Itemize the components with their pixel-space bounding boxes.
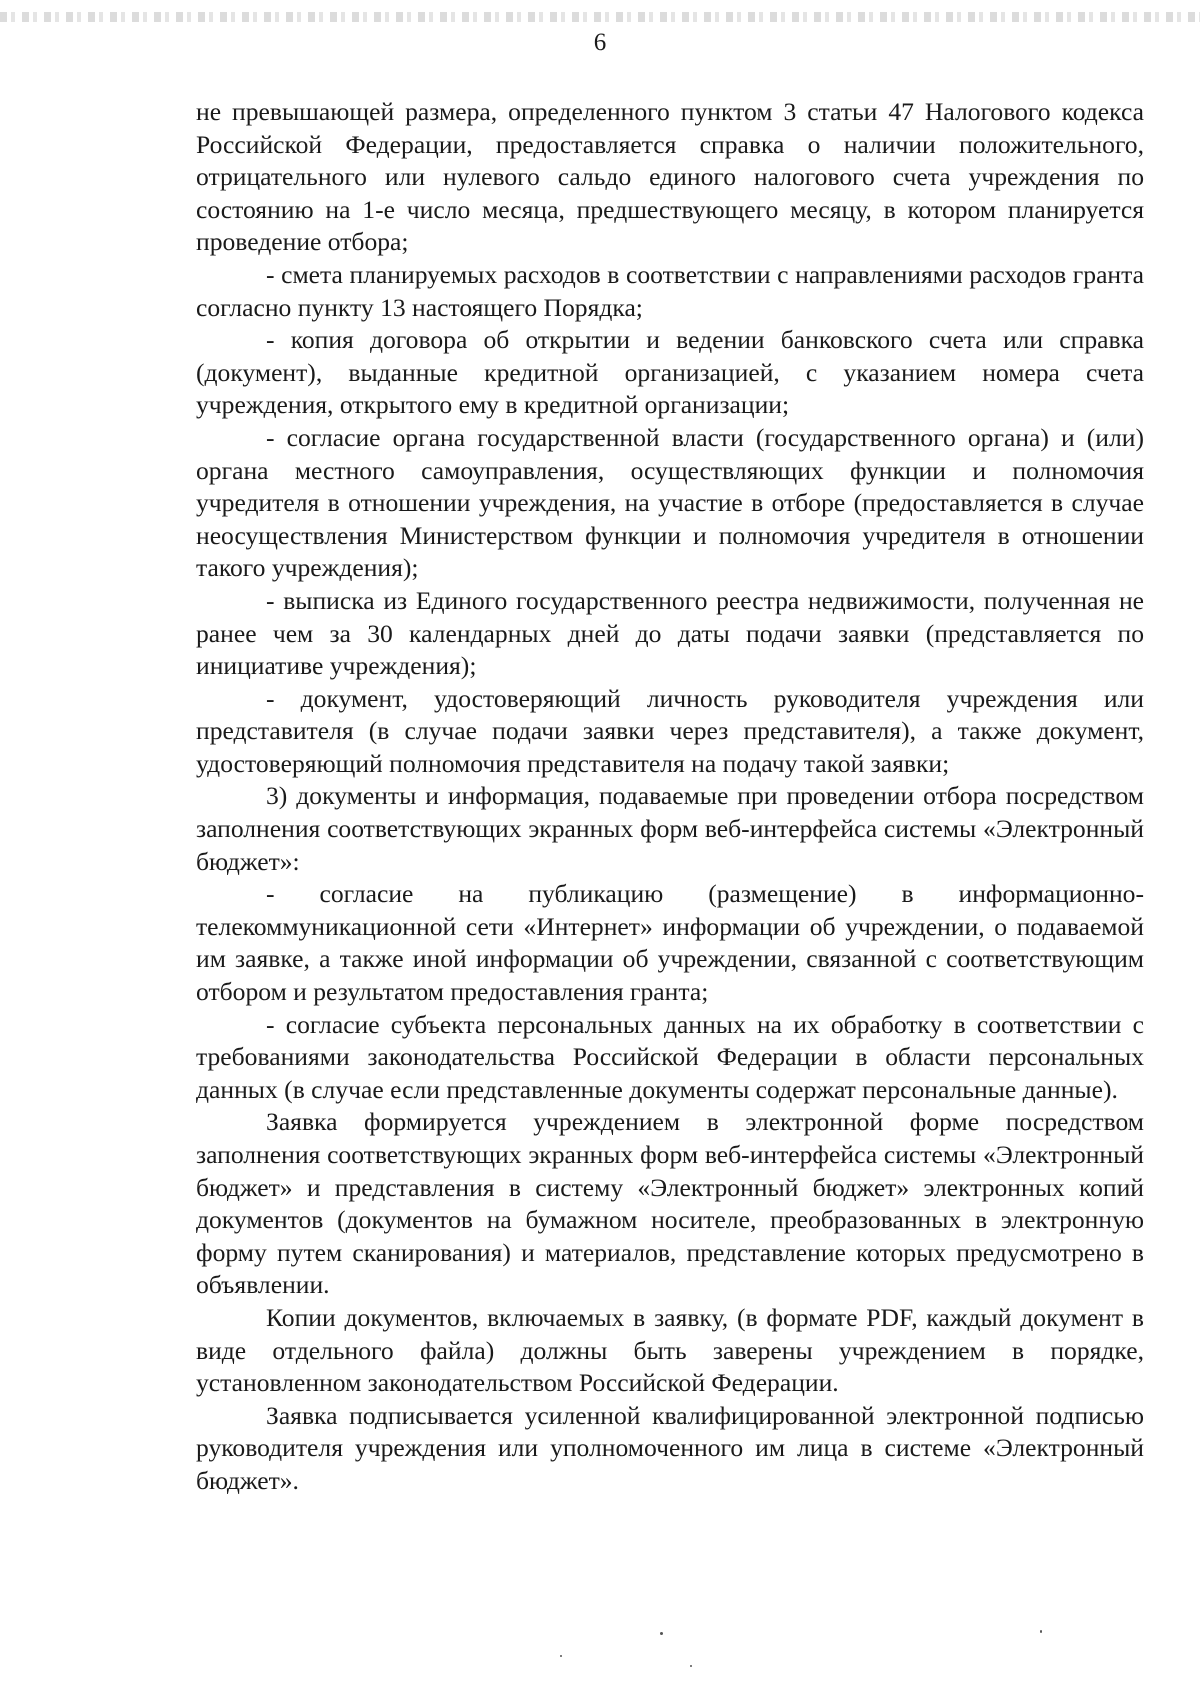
paragraph: Заявка подписывается усиленной квалифицированной электронной подписью руководителя учреждения или уполномоченного им лица в системе «Электронный бюджет». [196, 1400, 1144, 1495]
paragraph: Копии документов, включаемых в заявку, (в формате PDF, каждый документ в виде отдельного файла) должны быть заверены учреждением в порядке, установленном законодательством Российской Федерации. [196, 1302, 1144, 1398]
page-number: 6 [593, 29, 607, 56]
scan-speck [1040, 1630, 1042, 1633]
paragraph: - выписка из Единого государственного реестра недвижимости, полученная не ранее чем за 30 календарных дней до даты подачи заявки (представляется по инициативе учреждения); [196, 585, 1144, 681]
paragraph: не превышающей размера, определенного пунктом 3 статьи 47 Налогового кодекса Российской Федерации, предоставляется справка о наличии положительного, отрицательного или нулевого сальдо единого налогового счета учреждения по состоянию на 1-е число месяца, предшествующего месяцу, в котором планируется проведение отбора; [196, 97, 1144, 257]
paragraph: 3) документы и информация, подаваемые при проведении отбора посредством заполнения соответствующих экранных форм веб-интерфейса системы «Электронный бюджет»: [196, 781, 1144, 876]
scan-speck [560, 1655, 562, 1657]
scan-speck [660, 1632, 663, 1635]
paragraph: - документ, удостоверяющий личность руководителя учреждения или представителя (в случае подачи заявки через представителя), а также документ, удостоверяющий полномочия представителя на подачу такой заявки; [196, 683, 1144, 778]
paragraph: - смета планируемых расходов в соответствии с направлениями расходов гранта согласно пункту 13 настоящего Порядка; [196, 259, 1144, 322]
paragraph: - согласие органа государственной власти (государственного органа) и (или) органа местного самоуправления, осуществляющих функции и полномочия учредителя в отношении учреждения, на участие в отборе (предоставляется в случае неосуществления Министерством функции и полномочия учредителя в отношении такого учреждения); [196, 422, 1144, 583]
scan-edge-artifact [0, 12, 1200, 22]
paragraph: - согласие на публикацию (размещение) в информационно-телекоммуникационной сети «Интернет» информации об учреждении, о подаваемой им заявке, а также иной информации об учреждении, связанной с соответствующим отбором и результатом предоставления гранта; [196, 879, 1144, 1007]
paragraph: - согласие субъекта персональных данных на их обработку в соответствии с требованиями законодательства Российской Федерации в области персональных данных (в случае если представленные документы содержат персональные данные). [196, 1009, 1144, 1104]
document-body [196, 96, 1144, 1498]
paragraph: Заявка формируется учреждением в электронной форме посредством заполнения соответствующих экранных форм веб-интерфейса системы «Электронный бюджет» и представления в систему «Электронный бюджет» электронных копий документов (документов на бумажном носителе, преобразованных в электронную форму путем сканирования) и материалов, представление которых предусмотрено в объявлении. [196, 1107, 1144, 1300]
scan-speck [690, 1665, 692, 1667]
paragraph: - копия договора об открытии и ведении банковского счета или справка (документ), выданные кредитной организацией, с указанием номера счета учреждения, открытого ему в кредитной организации; [196, 325, 1144, 420]
